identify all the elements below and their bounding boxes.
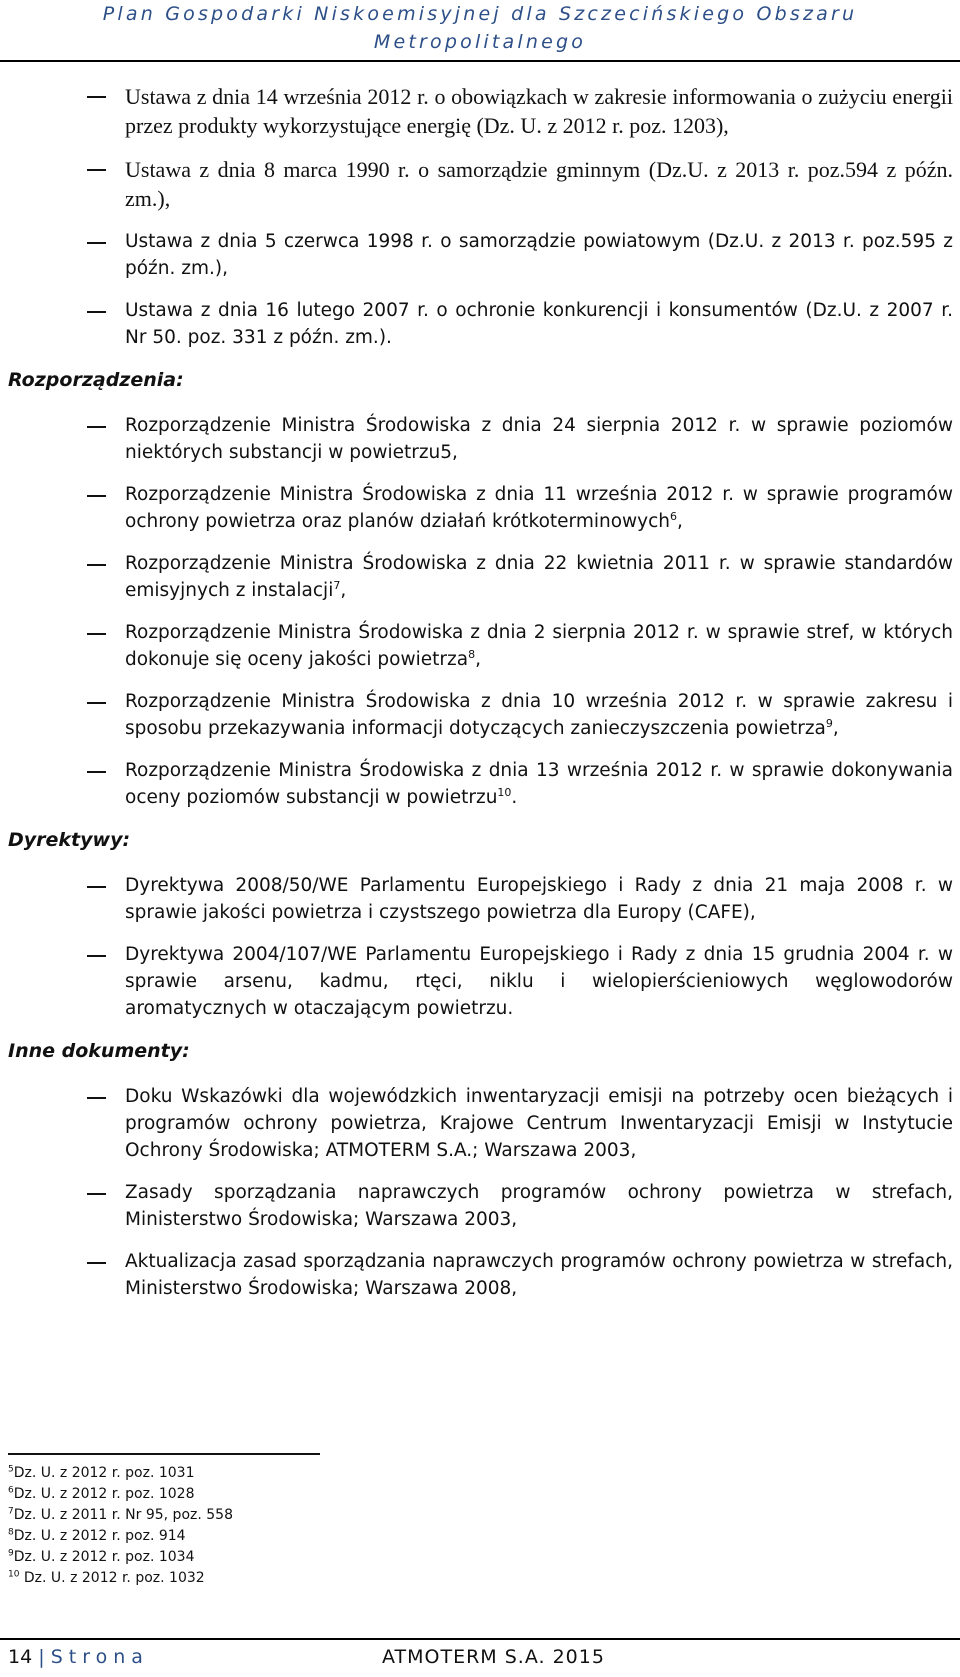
regulation-text: Rozporządzenie Ministra Środowiska z dnia 11 września 2012 r. w sprawie programów ochrony powietrza oraz planów działań krótkoterminowych (125, 484, 953, 532)
regulation-text: Rozporządzenie Ministra Środowiska z dnia 24 sierpnia 2012 r. w sprawie poziomów niektórych substancji w powietrzu5, (125, 415, 953, 463)
section-heading-directives: Dyrektywy: (8, 829, 131, 851)
footnote-ref: 6 (670, 509, 678, 523)
footnote (8, 1505, 233, 1526)
footnote-text: Dz. U. z 2011 r. Nr 95, poz. 558 (13, 1507, 233, 1523)
footnote-text: Dz. U. z 2012 r. poz. 1034 (13, 1549, 195, 1565)
footer-separator: | (38, 1646, 45, 1668)
law-item: Ustawa z dnia 5 czerwca 1998 r. o samorządzie powiatowym (Dz.U. z 2013 r. poz.595 z późn. zm.), (8, 228, 953, 282)
page-footer (8, 1643, 953, 1673)
footnote (8, 1484, 233, 1505)
regulation-item (8, 550, 953, 604)
footnote-ref: 9 (825, 716, 833, 730)
regulation-item (8, 619, 953, 673)
header-title-line-1: Plan Gospodarki Niskoemisyjnej dla Szczecińskiego Obszaru (102, 3, 858, 25)
regulation-item (8, 757, 953, 811)
page-label (8, 1643, 149, 1671)
regulation-text: Rozporządzenie Ministra Środowiska z dnia 10 września 2012 r. w sprawie zakresu i sposobu przekazywania informacji dotyczących zanieczyszczenia powietrza (125, 691, 953, 739)
footnote (8, 1568, 233, 1589)
footnote (8, 1526, 233, 1547)
footnote (8, 1547, 233, 1568)
document-item: Doku Wskazówki dla wojewódzkich inwentaryzacji emisji na potrzeby ocen bieżących i programów ochrony powietrza, Krajowe Centrum Inwentaryzacji Emisji w Instytucie Ochrony Środowiska; ATMOTERM S.A.; Warszawa 2003, (8, 1083, 953, 1164)
footnote-number: 6 (8, 1485, 14, 1496)
law-item: Ustawa z dnia 8 marca 1990 r. o samorządzie gminnym (Dz.U. z 2013 r. poz.594 z późn. zm.), (8, 155, 953, 213)
footnote-text: Dz. U. z 2012 r. poz. 1032 (19, 1570, 205, 1586)
footer-divider (0, 1638, 960, 1640)
footnote-number: 9 (8, 1548, 14, 1559)
page-word: Strona (50, 1646, 149, 1668)
footnote-number: 8 (8, 1527, 14, 1538)
document-item: Aktualizacja zasad sporządzania naprawczych programów ochrony powietrza w strefach, Ministerstwo Środowiska; Warszawa 2008, (8, 1248, 953, 1302)
directive-item: Dyrektywa 2008/50/WE Parlamentu Europejskiego i Rady z dnia 21 maja 2008 r. w sprawie jakości powietrza i czystszego powietrza dla Europy (CAFE), (8, 872, 953, 926)
law-item: Ustawa z dnia 14 września 2012 r. o obowiązkach w zakresie informowania o zużyciu energii przez produkty wykorzystujące energię (Dz. U. z 2012 r. poz. 1203), (8, 82, 953, 140)
section-heading-regulations: Rozporządzenia: (8, 369, 184, 391)
regulation-text-tail: , (340, 580, 347, 601)
regulation-text-tail: . (511, 787, 518, 808)
document-body (8, 82, 953, 1317)
footnote-ref: 8 (468, 647, 476, 661)
footnote-divider (8, 1453, 320, 1455)
header-title-line-2: Metropolitalnego (373, 31, 587, 53)
regulation-text: Rozporządzenie Ministra Środowiska z dnia 2 sierpnia 2012 r. w sprawie stref, w których dokonuje się oceny jakości powietrza (125, 622, 953, 670)
document-item: Zasady sporządzania naprawczych programów ochrony powietrza w strefach, Ministerstwo Środowiska; Warszawa 2003, (8, 1179, 953, 1233)
footnote-number: 5 (8, 1464, 14, 1475)
page-header (0, 0, 960, 58)
section-heading-other-documents: Inne dokumenty: (8, 1040, 190, 1062)
footnote-text: Dz. U. z 2012 r. poz. 914 (13, 1528, 186, 1544)
law-item: Ustawa z dnia 16 lutego 2007 r. o ochronie konkurencji i konsumentów (Dz.U. z 2007 r. Nr 50. poz. 331 z późn. zm.). (8, 297, 953, 351)
regulation-text: Rozporządzenie Ministra Środowiska z dnia 22 kwietnia 2011 r. w sprawie standardów emisyjnych z instalacji (125, 553, 953, 601)
regulation-item (8, 688, 953, 742)
footnote-text: Dz. U. z 2012 r. poz. 1031 (13, 1465, 195, 1481)
footnote (8, 1463, 233, 1484)
footnote-ref: 7 (333, 578, 341, 592)
regulation-item (8, 481, 953, 535)
page-number: 14 (8, 1646, 33, 1668)
regulation-text-tail: , (677, 511, 683, 532)
footnote-text: Dz. U. z 2012 r. poz. 1028 (13, 1486, 195, 1502)
regulation-text-tail: , (832, 718, 839, 739)
footnotes (8, 1463, 233, 1589)
regulation-text-tail: , (475, 649, 481, 670)
footnote-number: 10 (8, 1569, 20, 1580)
footer-company: ATMOTERM S.A. 2015 (382, 1646, 605, 1668)
footnote-number: 7 (8, 1506, 14, 1517)
footnote-ref: 10 (497, 785, 512, 799)
header-divider (0, 60, 960, 62)
directive-item: Dyrektywa 2004/107/WE Parlamentu Europejskiego i Rady z dnia 15 grudnia 2004 r. w sprawie arsenu, kadmu, rtęci, niklu i wielopierścieniowych węglowodorów aromatycznych w otaczającym powietrzu. (8, 941, 953, 1022)
regulation-item (8, 412, 953, 466)
regulation-text: Rozporządzenie Ministra Środowiska z dnia 13 września 2012 r. w sprawie dokonywania oceny poziomów substancji w powietrzu (125, 760, 953, 808)
